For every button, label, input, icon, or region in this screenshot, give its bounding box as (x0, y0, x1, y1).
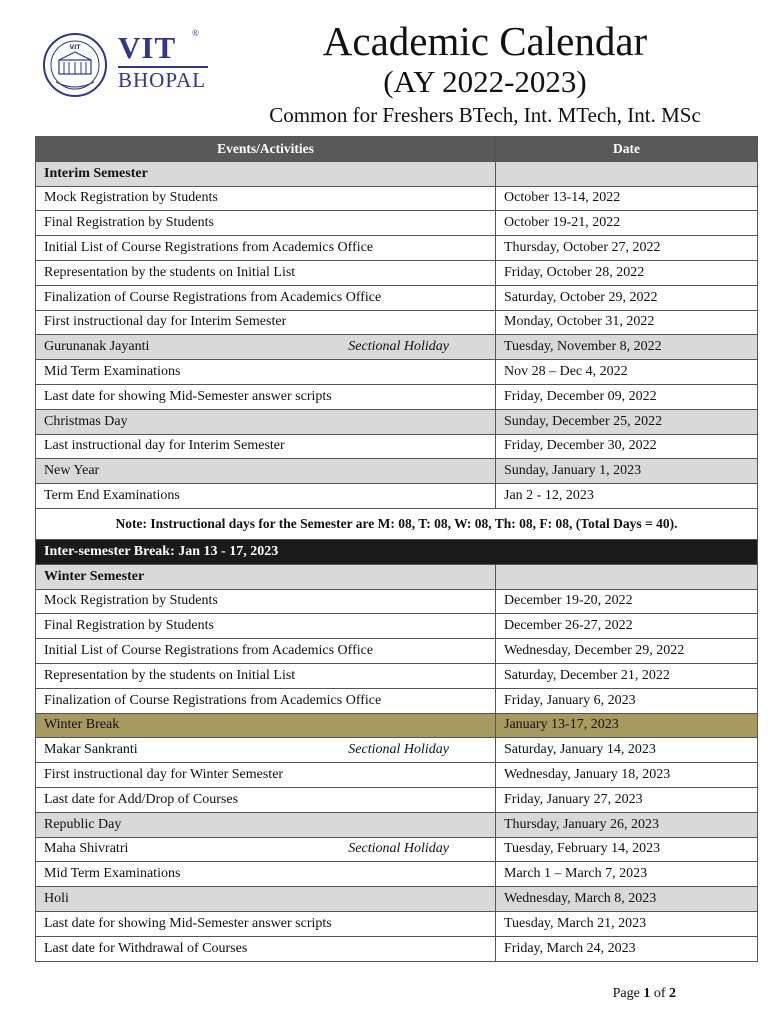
date-cell: Thursday, January 26, 2023 (496, 812, 758, 837)
date-cell: Saturday, December 21, 2022 (496, 663, 758, 688)
table-row (36, 713, 758, 738)
event-cell (36, 186, 496, 211)
table-row (36, 614, 758, 639)
event-cell (36, 260, 496, 285)
date-cell: Friday, January 27, 2023 (496, 787, 758, 812)
date-cell: December 19-20, 2022 (496, 589, 758, 614)
event-name: Last instructional day for Interim Semester (44, 438, 285, 454)
date-cell: Friday, October 28, 2022 (496, 260, 758, 285)
table-row (36, 409, 758, 434)
table-row (36, 285, 758, 310)
date-cell: Friday, January 6, 2023 (496, 688, 758, 713)
date-cell: Jan 2 - 12, 2023 (496, 484, 758, 509)
event-name: Term End Examinations (44, 488, 180, 504)
date-cell: January 13-17, 2023 (496, 713, 758, 738)
event-cell (36, 360, 496, 385)
table-row (36, 186, 758, 211)
date-cell: Friday, December 30, 2022 (496, 434, 758, 459)
event-cell (36, 211, 496, 236)
event-cell (36, 688, 496, 713)
event-cell (36, 589, 496, 614)
event-name: Final Registration by Students (44, 618, 214, 634)
table-row (36, 787, 758, 812)
section-heading: Interim Semester (36, 161, 496, 186)
event-cell (36, 335, 496, 360)
event-with-tag (44, 841, 487, 857)
table-row (36, 459, 758, 484)
event-name: Last date for Withdrawal of Courses (44, 940, 248, 956)
instructional-days-note-row (36, 508, 758, 539)
total-pages: 2 (669, 986, 676, 1001)
section-heading-date (496, 564, 758, 589)
vit-bhopal-logo (42, 30, 212, 100)
event-cell (36, 285, 496, 310)
event-cell (36, 484, 496, 509)
event-name: Representation by the students on Initial List (44, 667, 296, 683)
table-row (36, 639, 758, 664)
date-cell: Sunday, December 25, 2022 (496, 409, 758, 434)
date-cell: Saturday, October 29, 2022 (496, 285, 758, 310)
event-name: Representation by the students on Initial List (44, 264, 296, 280)
event-name: Last date for Add/Drop of Courses (44, 791, 239, 807)
table-header-row (36, 137, 758, 162)
date-cell: Wednesday, January 18, 2023 (496, 763, 758, 788)
event-name: Last date for showing Mid-Semester answer scripts (44, 915, 332, 931)
instructional-days-note: Note: Instructional days for the Semester are M: 08, T: 08, W: 08, Th: 08, F: 08, (Total Days = 40). (36, 508, 758, 539)
date-cell: Nov 28 – Dec 4, 2022 (496, 360, 758, 385)
page-number (613, 986, 676, 1002)
logo-campus: BHOPAL (118, 68, 207, 92)
event-cell (36, 936, 496, 961)
logo-wordmark: VIT (118, 30, 177, 65)
table-row (36, 260, 758, 285)
event-cell (36, 812, 496, 837)
inter-semester-break: Inter-semester Break: Jan 13 - 17, 2023 (36, 539, 758, 564)
event-with-tag (44, 339, 487, 355)
event-name: Initial List of Course Registrations from Academics Office (44, 643, 374, 659)
date-cell: Saturday, January 14, 2023 (496, 738, 758, 763)
calendar-table-body (36, 161, 758, 961)
page-label: Page (612, 986, 640, 1001)
event-name: Initial List of Course Registrations from Academics Office (44, 240, 374, 256)
event-name: Final Registration by Students (44, 215, 214, 231)
event-name: Mock Registration by Students (44, 593, 218, 609)
event-cell (36, 434, 496, 459)
section-winter-semester (36, 564, 758, 589)
section-interim-semester (36, 161, 758, 186)
event-cell (36, 409, 496, 434)
event-cell (36, 614, 496, 639)
page-of: of (653, 986, 666, 1001)
table-row (36, 812, 758, 837)
section-heading: Winter Semester (36, 564, 496, 589)
calendar-table (35, 136, 758, 962)
date-cell: Tuesday, March 21, 2023 (496, 911, 758, 936)
table-row (36, 310, 758, 335)
event-name: Last date for showing Mid-Semester answer scripts (44, 388, 332, 404)
table-row (36, 862, 758, 887)
event-cell (36, 887, 496, 912)
date-cell: Friday, December 09, 2022 (496, 384, 758, 409)
holiday-tag: Sectional Holiday (348, 339, 449, 355)
table-row (36, 211, 758, 236)
table-row (36, 738, 758, 763)
event-name: Christmas Day (44, 413, 128, 429)
event-cell (36, 384, 496, 409)
date-cell: Tuesday, November 8, 2022 (496, 335, 758, 360)
academic-year: (AY 2022-2023) (383, 64, 587, 99)
event-name: First instructional day for Winter Semester (44, 767, 284, 783)
section-heading-date (496, 161, 758, 186)
event-name: Holi (44, 891, 69, 906)
event-cell (36, 459, 496, 484)
event-name: Mid Term Examinations (44, 866, 181, 882)
table-row (36, 837, 758, 862)
event-name: Winter Break (44, 717, 120, 733)
current-page: 1 (643, 986, 651, 1001)
page-title: Academic Calendar (322, 18, 648, 64)
table-row (36, 384, 758, 409)
table-row (36, 763, 758, 788)
svg-text:VIT: VIT (69, 44, 81, 51)
event-cell (36, 663, 496, 688)
event-with-tag (44, 742, 487, 758)
event-name: Republic Day (44, 816, 122, 832)
event-cell (36, 837, 496, 862)
date-cell: Sunday, January 1, 2023 (496, 459, 758, 484)
table-row (36, 589, 758, 614)
table-row (36, 335, 758, 360)
document-header (0, 0, 768, 136)
date-cell: October 19-21, 2022 (496, 211, 758, 236)
date-cell: December 26-27, 2022 (496, 614, 758, 639)
date-cell: Monday, October 31, 2022 (496, 310, 758, 335)
table-row (36, 360, 758, 385)
event-cell (36, 763, 496, 788)
date-cell: Friday, March 24, 2023 (496, 936, 758, 961)
event-cell (36, 738, 496, 763)
university-seal-icon (42, 32, 108, 98)
event-cell (36, 713, 496, 738)
table-row (36, 236, 758, 261)
event-name: New Year (44, 463, 100, 479)
event-cell (36, 639, 496, 664)
holiday-tag: Sectional Holiday (348, 841, 449, 857)
table-row (36, 688, 758, 713)
event-cell (36, 787, 496, 812)
date-cell: Wednesday, December 29, 2022 (496, 639, 758, 664)
holiday-tag: Sectional Holiday (348, 742, 449, 758)
event-name: Maha Shivratri (44, 841, 129, 857)
event-cell (36, 310, 496, 335)
event-name: Makar Sankranti (44, 742, 138, 758)
event-name: First instructional day for Interim Semester (44, 314, 287, 330)
table-row (36, 887, 758, 912)
date-cell: Thursday, October 27, 2022 (496, 236, 758, 261)
event-cell (36, 862, 496, 887)
event-name: Finalization of Course Registrations from Academics Office (44, 692, 382, 708)
date-cell: Tuesday, February 14, 2023 (496, 837, 758, 862)
column-header-events: Events/Activities (36, 137, 496, 162)
column-header-date: Date (496, 137, 758, 162)
table-row (36, 911, 758, 936)
table-row (36, 434, 758, 459)
table-row (36, 936, 758, 961)
date-cell: Wednesday, March 8, 2023 (496, 887, 758, 912)
date-cell: March 1 – March 7, 2023 (496, 862, 758, 887)
date-cell: October 13-14, 2022 (496, 186, 758, 211)
table-row (36, 484, 758, 509)
event-cell (36, 911, 496, 936)
registered-mark: ® (192, 28, 199, 38)
event-cell (36, 236, 496, 261)
event-name: Mid Term Examinations (44, 364, 181, 380)
page-subtitle: Common for Freshers BTech, Int. MTech, Int. MSc (269, 103, 701, 127)
event-name: Mock Registration by Students (44, 190, 218, 206)
inter-semester-break-row (36, 539, 758, 564)
event-name: Gurunanak Jayanti (44, 339, 150, 355)
table-row (36, 663, 758, 688)
event-name: Finalization of Course Registrations from Academics Office (44, 289, 382, 305)
